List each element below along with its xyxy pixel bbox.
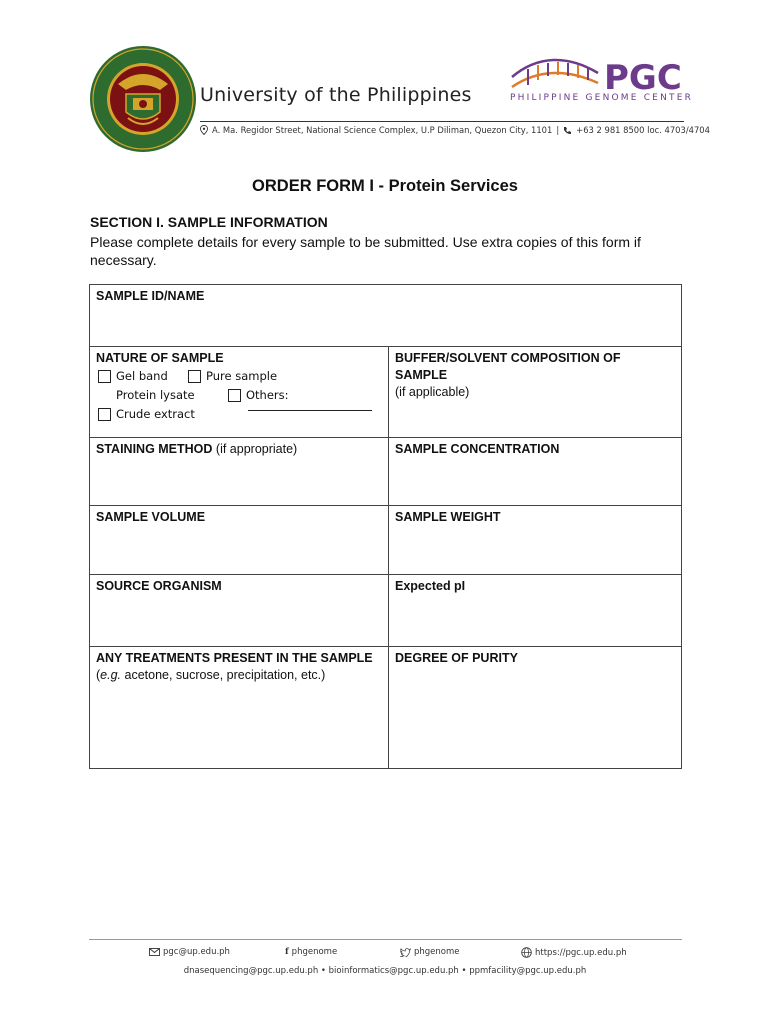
sample-id-field[interactable] <box>90 285 681 346</box>
row-organism-pi <box>90 574 681 646</box>
staining-label: STAINING METHOD <box>96 442 213 456</box>
treatments-note-rest: acetone, sucrose, precipitation, etc.) <box>121 668 326 682</box>
globe-icon <box>521 947 532 958</box>
phone-icon <box>563 126 572 135</box>
university-name: University of the Philippines <box>200 84 472 106</box>
footer-website-text: https://pgc.up.edu.ph <box>535 947 627 958</box>
gel-band-checkbox[interactable] <box>98 370 111 383</box>
weight-label: SAMPLE WEIGHT <box>395 510 501 524</box>
address-row <box>200 125 710 135</box>
others-blank-line[interactable] <box>248 410 372 411</box>
purity-cell[interactable] <box>389 647 681 768</box>
address-separator: | <box>556 125 560 135</box>
buffer-note: (if applicable) <box>395 385 470 399</box>
treatments-note-open: ( <box>96 668 101 682</box>
staining-cell[interactable] <box>90 438 389 505</box>
form-title: ORDER FORM I - Protein Services <box>252 177 518 195</box>
protein-lysate-label: Protein lysate <box>116 388 195 402</box>
phone-text: +63 2 981 8500 loc. 4703/4704 <box>576 125 710 135</box>
row-staining-concentration <box>90 437 681 505</box>
footer-facebook-text: phgenome <box>291 947 338 957</box>
up-seal-logo <box>88 44 198 154</box>
row-treatments-purity <box>90 646 681 768</box>
location-pin-icon <box>200 125 208 135</box>
footer-twitter-text: phgenome <box>414 947 460 957</box>
others-label: Others: <box>246 388 289 402</box>
option-pure-sample[interactable] <box>188 368 277 385</box>
section-title: SECTION I. SAMPLE INFORMATION <box>90 214 328 230</box>
footer-twitter[interactable] <box>400 947 460 957</box>
address-text: A. Ma. Regidor Street, National Science Complex, U.P Diliman, Quezon City, 1101 <box>212 125 553 135</box>
footer-website[interactable] <box>521 947 627 958</box>
option-crude-extract[interactable] <box>98 406 195 423</box>
sample-id-label: SAMPLE ID/NAME <box>96 289 205 303</box>
treatments-cell[interactable] <box>90 647 389 768</box>
buffer-label: BUFFER/SOLVENT COMPOSITION OF SAMPLE <box>395 351 621 382</box>
volume-label: SAMPLE VOLUME <box>96 510 206 524</box>
treatments-note-eg: e.g. <box>100 668 122 682</box>
pgc-logo-text: PGC <box>604 58 682 98</box>
footer-facebook[interactable] <box>285 947 337 957</box>
instructions: Please complete details for every sample to be submitted. Use extra copies of this form if necessary. <box>90 234 641 268</box>
gel-band-label: Gel band <box>116 369 168 383</box>
nature-label: NATURE OF SAMPLE <box>96 351 224 365</box>
row-sample-id <box>90 285 681 346</box>
header-divider <box>200 121 684 122</box>
crude-extract-label: Crude extract <box>116 407 195 421</box>
pi-label: Expected pI <box>395 579 466 593</box>
crude-extract-checkbox[interactable] <box>98 408 111 421</box>
pgc-subtitle: PHILIPPINE GENOME CENTER <box>510 93 694 103</box>
footer-email-text: pgc@up.edu.ph <box>163 947 230 957</box>
footer-email[interactable] <box>149 947 230 957</box>
row-nature-buffer <box>90 346 681 437</box>
nature-of-sample-cell <box>90 347 389 437</box>
option-protein-lysate[interactable] <box>98 387 195 404</box>
footer-contacts <box>89 947 682 961</box>
volume-cell[interactable] <box>90 506 389 574</box>
concentration-label: SAMPLE CONCENTRATION <box>395 442 560 456</box>
organism-label: SOURCE ORGANISM <box>96 579 222 593</box>
option-gel-band[interactable] <box>98 368 168 385</box>
others-checkbox[interactable] <box>228 389 241 402</box>
concentration-cell[interactable] <box>389 438 681 505</box>
row-volume-weight <box>90 505 681 574</box>
pi-cell[interactable] <box>389 575 681 646</box>
buffer-cell[interactable] <box>389 347 681 437</box>
weight-cell[interactable] <box>389 506 681 574</box>
staining-note: (if appropriate) <box>212 442 298 456</box>
footer-emails-line: dnasequencing@pgc.up.edu.ph • bioinformatics@pgc.up.edu.ph • ppmfacility@pgc.up.edu.ph <box>183 966 587 976</box>
option-others[interactable] <box>228 387 289 404</box>
treatments-label: ANY TREATMENTS PRESENT IN THE SAMPLE <box>96 651 373 665</box>
organism-cell[interactable] <box>90 575 389 646</box>
pure-sample-label: Pure sample <box>206 369 278 383</box>
email-icon <box>149 948 160 956</box>
twitter-icon <box>400 948 411 957</box>
nature-options <box>96 368 382 426</box>
footer-divider <box>89 939 682 940</box>
purity-label: DEGREE OF PURITY <box>395 651 518 665</box>
pure-sample-checkbox[interactable] <box>188 370 201 383</box>
sample-info-table <box>89 284 682 769</box>
facebook-icon: f <box>285 947 289 957</box>
